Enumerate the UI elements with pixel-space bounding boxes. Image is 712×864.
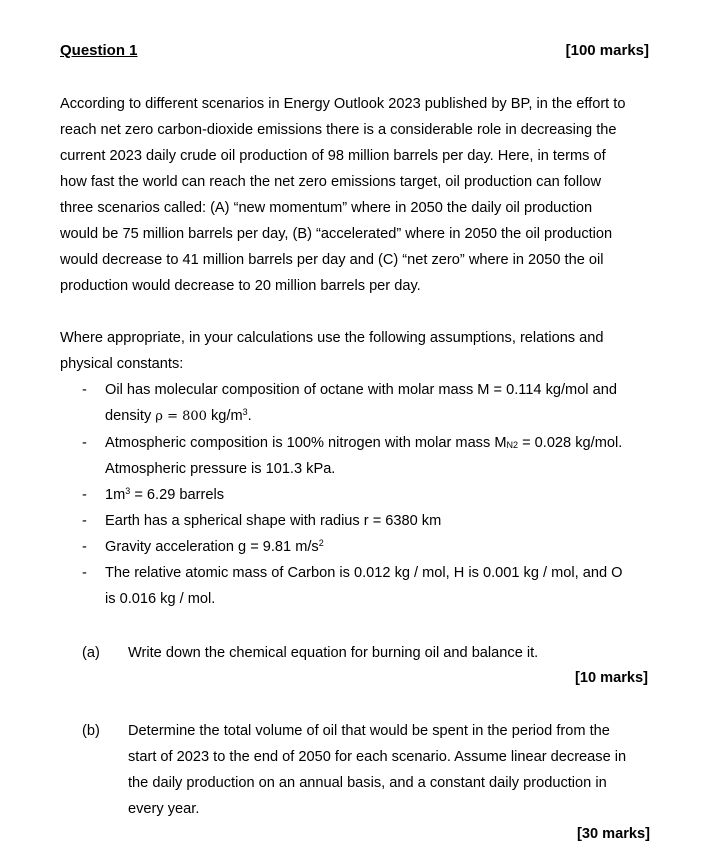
- part-b-line: every year.: [128, 801, 200, 817]
- density-end: .: [247, 408, 252, 424]
- intro-line: According to different scenarios in Energy Outlook 2023 published by BP, in the effort to: [60, 96, 626, 112]
- assumption-line: Earth has a spherical shape with radius r = 6380 km: [105, 513, 442, 529]
- assumptions-intro-line: Where appropriate, in your calculations use the following assumptions, relations and: [60, 330, 604, 346]
- intro-line: would be 75 million barrels per day, (B) “accelerated” where in 2050 the oil production: [60, 226, 613, 242]
- gravity-text: Gravity acceleration g = 9.81 m/s: [105, 539, 319, 555]
- density-prefix: density: [105, 408, 156, 424]
- intro-line: how fast the world can reach the net zero emissions target, oil production can follow: [60, 174, 602, 190]
- density-unit: kg/m: [206, 408, 243, 424]
- intro-line: current 2023 daily crude oil production of 98 million barrels per day. Here, in terms of: [60, 148, 606, 164]
- bullet-dash: -: [82, 539, 87, 555]
- assumption-atomic-mass: [60, 560, 660, 612]
- barrels-value: = 6.29 barrels: [130, 487, 224, 503]
- assumption-atmosphere: [60, 430, 660, 482]
- assumption-line: is 0.016 kg / mol.: [105, 591, 216, 607]
- part-b-marks: [30 marks]: [576, 826, 650, 842]
- assumptions-list: [60, 377, 660, 612]
- cubic-meter-text: 1m: [105, 487, 126, 503]
- part-b: [60, 718, 650, 822]
- intro-line: three scenarios called: (A) “new momentum” where in 2050 the daily oil production: [60, 200, 593, 216]
- assumption-barrels: [60, 482, 660, 508]
- intro-paragraph: [60, 91, 660, 299]
- part-a-marks: [10 marks]: [574, 670, 648, 686]
- assumption-line: The relative atomic mass of Carbon is 0.012 kg / mol, H is 0.001 kg / mol, and O: [105, 565, 623, 581]
- part-a-label: (a): [82, 645, 100, 661]
- part-b-line: Determine the total volume of oil that would be spent in the period from the: [128, 723, 610, 739]
- bullet-dash: -: [82, 435, 87, 451]
- assumption-line: Oil has molecular composition of octane with molar mass M = 0.114 kg/mol and: [105, 382, 617, 398]
- part-b-line: the daily production on an annual basis, and a constant daily production in: [128, 775, 607, 791]
- assumption-line: Atmospheric pressure is 101.3 kPa.: [105, 461, 336, 477]
- bullet-dash: -: [82, 565, 87, 581]
- intro-line: reach net zero carbon-dioxide emissions there is a considerable role in decreasing the: [60, 122, 617, 138]
- bullet-dash: -: [82, 382, 87, 398]
- assumption-line: [105, 534, 660, 560]
- part-a-line: Write down the chemical equation for burning oil and balance it.: [128, 645, 539, 661]
- question-title: Question 1: [60, 42, 138, 59]
- gravity-exponent: 2: [318, 538, 324, 548]
- assumptions-intro-line: physical constants:: [60, 356, 184, 372]
- part-b-text: [60, 718, 650, 822]
- intro-line: would decrease to 41 million barrels per day and (C) “net zero” where in 2050 the oil: [60, 252, 604, 268]
- density-unit-exponent: 3: [242, 407, 248, 417]
- nitrogen-text: Atmospheric composition is 100% nitrogen with molar mass M: [105, 435, 507, 451]
- part-a: [60, 640, 650, 666]
- nitrogen-subscript: N2: [506, 440, 519, 450]
- assumptions-intro: [60, 325, 660, 377]
- assumption-line: [105, 430, 660, 456]
- part-b-label: (b): [82, 723, 100, 739]
- intro-line: production would decrease to 20 million barrels per day.: [60, 278, 421, 294]
- density-value: ρ = 800: [155, 409, 207, 424]
- assumption-oil-composition: [60, 377, 660, 430]
- assumption-earth-radius: [60, 508, 660, 534]
- assumption-line: [105, 403, 660, 430]
- question-header: [60, 42, 649, 62]
- question-total-marks: [100 marks]: [565, 42, 649, 59]
- bullet-dash: -: [82, 513, 87, 529]
- cubic-exponent: 3: [125, 486, 131, 496]
- part-b-line: start of 2023 to the end of 2050 for each scenario. Assume linear decrease in: [128, 749, 627, 765]
- bullet-dash: -: [82, 487, 87, 503]
- assumption-gravity: [60, 534, 660, 560]
- part-a-text: [60, 640, 650, 666]
- assumption-line: [105, 482, 660, 508]
- nitrogen-value: = 0.028 kg/mol.: [518, 435, 623, 451]
